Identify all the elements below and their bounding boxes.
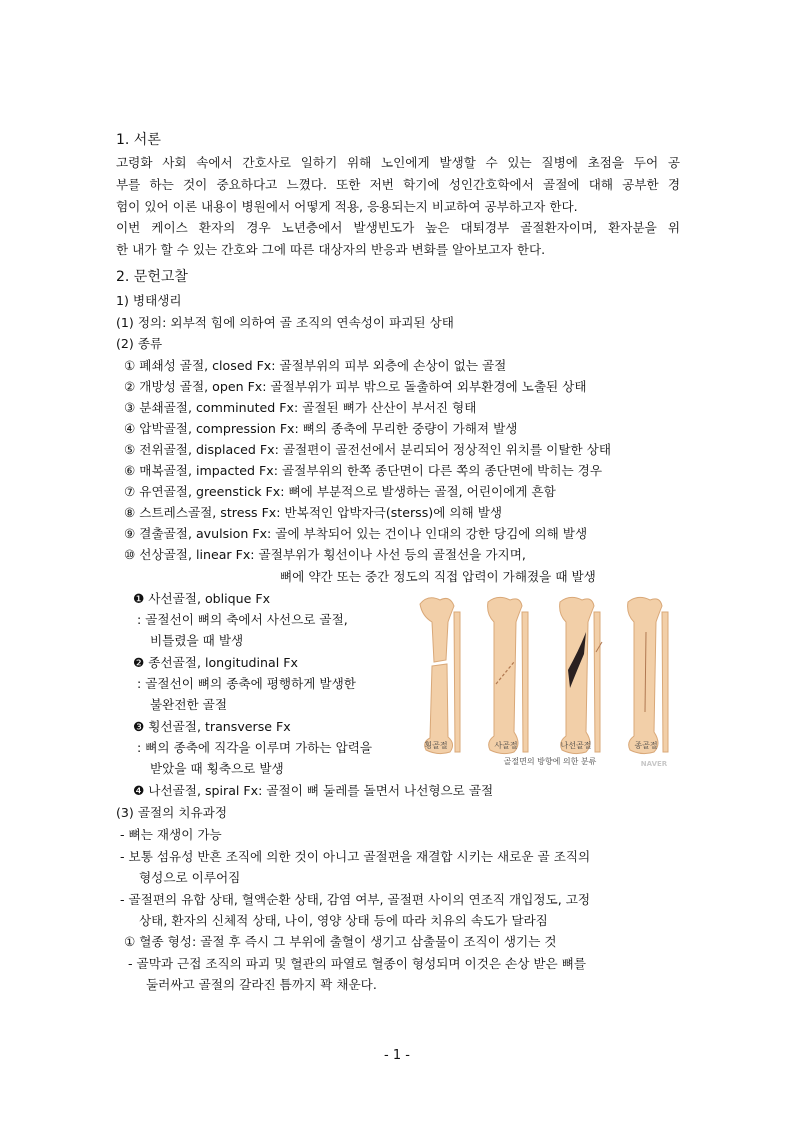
intro-para1-line1: 고령화 사회 속에서 간호사로 일하기 위해 노인에게 발생할 수 있는 질병에 초점을 두어 공 — [116, 155, 680, 170]
section-title-literature: 2. 문헌고찰 — [116, 269, 188, 285]
healing-line: 형성으로 이루어짐 — [139, 870, 241, 885]
linear-sub-head: ❷ 종선골절, longitudinal Fx — [133, 655, 298, 670]
type-item: ⑧ 스트레스골절, stress Fx: 반복적인 압박자극(sterss)에 의해 발생 — [124, 505, 503, 520]
linear-sub-desc: 받았을 때 횡축으로 발생 — [150, 761, 284, 776]
type-item: ⑩ 선상골절, linear Fx: 골절부위가 횡선이나 사선 등의 골절선을 가지며, — [124, 547, 526, 562]
healing-line: 상태, 환자의 신체적 상태, 나이, 영양 상태 등에 따라 치유의 속도가 달라짐 — [139, 913, 548, 928]
intro-para2-line2: 한 내가 할 수 있는 간호와 그에 따른 대상자의 반응과 변화를 알아보고자 한다. — [116, 242, 546, 257]
linear-sub-desc: 비틀렸을 때 발생 — [150, 633, 244, 648]
spiral-line: ❹ 나선골절, spiral Fx: 골절이 뼈 둘레를 돌면서 나선형으로 골절 — [133, 783, 494, 798]
linear-sub-desc: : 골절선이 뼈의 축에서 사선으로 골절, — [137, 612, 348, 627]
figure-label: 종골절 — [634, 741, 658, 750]
type-item: ① 폐쇄성 골절, closed Fx: 골절부위의 피부 외층에 손상이 없는 골절 — [124, 358, 507, 373]
linear-continuation: 뼈에 약간 또는 중간 정도의 직접 압력이 가해졌을 때 발생 — [280, 569, 596, 584]
healing-step: ① 혈종 형성: 골절 후 즉시 그 부위에 출혈이 생기고 삼출물이 조직이 생기는 것 — [124, 934, 557, 949]
type-item: ⑨ 결출골절, avulsion Fx: 골에 부착되어 있는 건이나 인대의 강한 당김에 의해 발생 — [124, 526, 588, 541]
figure-caption: 골절면의 방향에 의한 분류 — [503, 757, 597, 766]
linear-sub-desc: 불완전한 골절 — [150, 697, 227, 712]
type-item: ⑤ 전위골절, displaced Fx: 골절편이 골전선에서 분리되어 정상적인 위치를 이탈한 상태 — [124, 442, 611, 457]
linear-sub-desc: : 골절선이 뼈의 종축에 평행하게 발생한 — [137, 676, 356, 691]
fracture-illustration — [410, 592, 680, 772]
linear-sub-head: ❶ 사선골절, oblique Fx — [133, 591, 271, 606]
types-title: (2) 종류 — [116, 336, 163, 351]
healing-step-detail: 둘러싸고 골절의 갈라진 틈까지 꽉 채운다. — [146, 977, 377, 992]
healing-line: - 골절편의 유합 상태, 혈액순환 상태, 감염 여부, 골절편 사이의 연조직 개입정도, 고정 — [120, 892, 591, 907]
fracture-figure — [410, 592, 680, 772]
bone-spiral — [560, 597, 602, 753]
bone-oblique — [488, 597, 528, 753]
figure-label: 나선골절 — [560, 741, 592, 750]
healing-title: (3) 골절의 치유과정 — [116, 805, 228, 820]
definition-line: (1) 정의: 외부적 힘에 의하여 골 조직의 연속성이 파괴된 상태 — [116, 315, 454, 330]
intro-para1-line3: 험이 있어 이론 내용이 병원에서 어떻게 적용, 응용되는지 비교하여 공부하고자 한다. — [116, 199, 578, 214]
healing-step-detail: - 골막과 근접 조직의 파괴 및 혈관의 파열로 혈종이 형성되며 이것은 손상 받은 뼈를 — [128, 956, 587, 971]
type-item: ⑦ 유연골절, greenstick Fx: 뼈에 부분적으로 발생하는 골절, 어린이에게 흔함 — [124, 484, 556, 499]
linear-sub-head: ❸ 횡선골절, transverse Fx — [133, 719, 291, 734]
bone-transverse — [420, 598, 460, 754]
healing-line: - 뼈는 재생이 가능 — [120, 827, 222, 842]
page-number: - 1 - — [384, 1048, 410, 1063]
section-title-intro: 1. 서론 — [116, 132, 161, 148]
type-item: ⑥ 매복골절, impacted Fx: 골절부위의 한쪽 종단면이 다른 쪽의 종단면에 박히는 경우 — [124, 463, 602, 478]
intro-para1-line2: 부를 하는 것이 중요하다고 느꼈다. 또한 저번 학기에 성인간호학에서 골절에 대해 공부한 경 — [116, 177, 680, 192]
healing-line: - 보통 섬유성 반흔 조직에 의한 것이 아니고 골절편을 재결합 시키는 새로운 골 조직의 — [120, 849, 591, 864]
bone-longitudinal — [628, 597, 668, 753]
figure-label: 사골절 — [494, 741, 518, 750]
type-item: ③ 분쇄골절, comminuted Fx: 골절된 뼈가 산산이 부서진 형태 — [124, 400, 477, 415]
type-item: ④ 압박골절, compression Fx: 뼈의 종축에 무리한 중량이 가해져 발생 — [124, 421, 518, 436]
figure-label: 횡골절 — [424, 741, 448, 750]
type-item: ② 개방성 골절, open Fx: 골절부위가 피부 밖으로 돌출하여 외부환경에 노출된 상태 — [124, 379, 587, 394]
intro-para2-line1: 이번 케이스 환자의 경우 노년층에서 발생빈도가 높은 대퇴경부 골절환자이며, 환자분을 위 — [116, 220, 680, 235]
linear-sub-desc: : 뼈의 종축에 직각을 이루며 가하는 압력을 — [137, 740, 373, 755]
figure-watermark: NAVER — [640, 760, 668, 768]
subsection-pathophysiology: 1) 병태생리 — [116, 293, 182, 308]
